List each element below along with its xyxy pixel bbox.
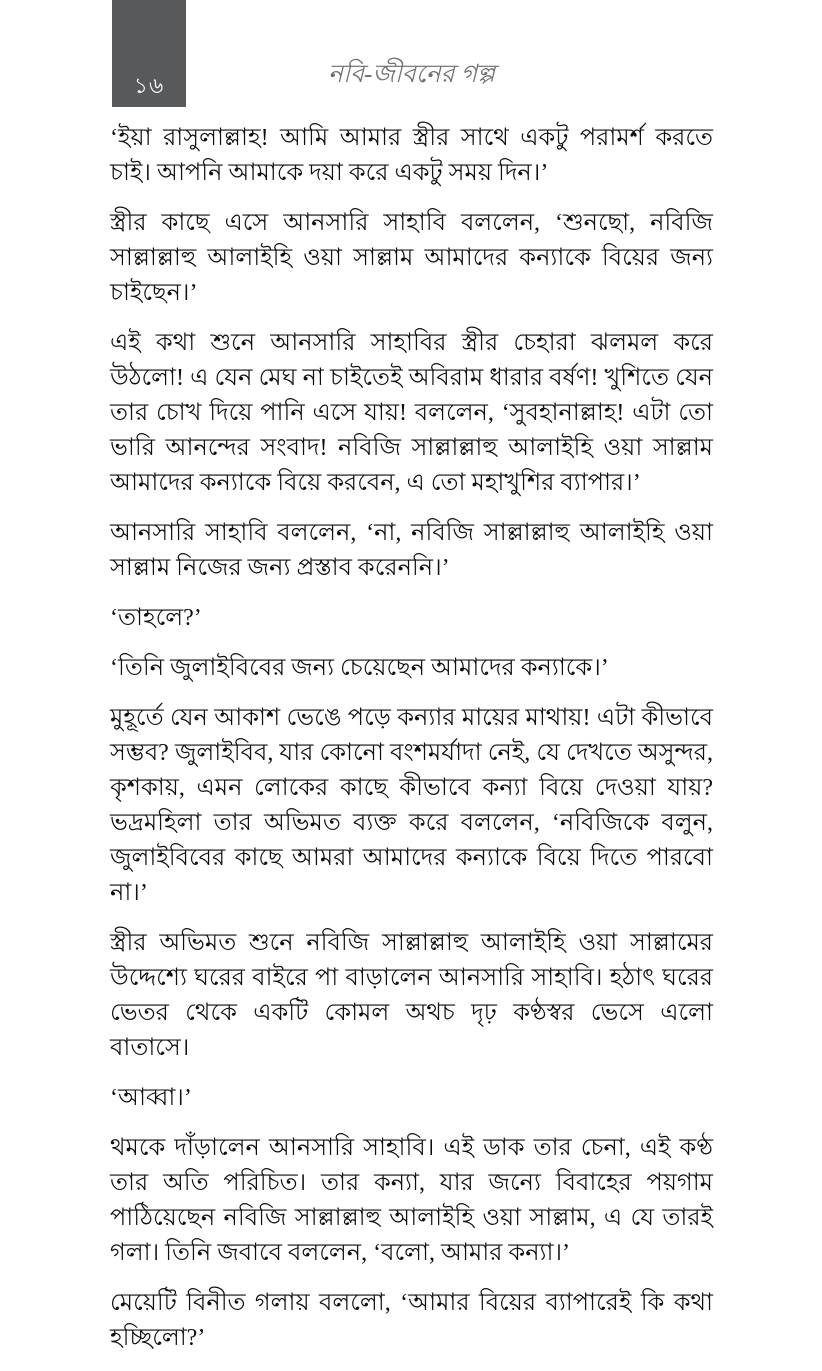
paragraph-narration: স্ত্রীর কাছে এসে আনসারি সাহাবি বললেন, ‘শুনছো, নবিজি সাল্লাল্লাহু আলাইহি ওয়া সাল্লাম আমাদের কন্যাকে বিয়ের জন্য চাইছেন।’	[110, 210, 713, 306]
paragraph-dialogue: ‘ইয়া রাসুলাল্লাহ! আমি আমার স্ত্রীর সাথে একটু পরামর্শ করতে চাই। আপনি আমাকে দয়া করে একটু সময় দিন।’	[110, 125, 713, 186]
running-header-title: নবি-জীবনের গল্প	[328, 61, 495, 88]
paragraph-dialogue: মেয়েটি বিনীত গলায় বললো, ‘আমার বিয়ের ব্যাপারেই কি কথা হচ্ছিলো?’	[110, 1290, 713, 1351]
paragraph-dialogue: ‘তিনি জুলাইবিবের জন্য চেয়েছেন আমাদের কন্যাকে।’	[110, 655, 609, 681]
paragraph-narration: স্ত্রীর অভিমত শুনে নবিজি সাল্লাল্লাহু আলাইহি ওয়া সাল্লামের উদ্দেশ্যে ঘরের বাইরে পা বাড়ালেন আনসারি সাহাবি। হঠাৎ ঘরের ভেতর থেকে একটি কোমল অথচ দৃঢ় কণ্ঠস্বর ভেসে এলো বাতাসে।	[110, 930, 713, 1061]
paragraph-narration: মুহূর্তে যেন আকাশ ভেঙে পড়ে কন্যার মায়ের মাথায়! এটা কীভাবে সম্ভব? জুলাইবিব, যার কোনো বংশমর্যাদা নেই, যে দেখতে অসুন্দর, কৃশকায়, এমন লোকের কাছে কীভাবে কন্যা বিয়ে দেওয়া যায়? ভদ্রমহিলা তার অভিমত ব্যক্ত করে বললেন, ‘নবিজিকে বলুন, জুলাইবিবের কাছে আমরা আমাদের কন্যাকে বিয়ে দিতে পারবো না।’	[110, 705, 713, 906]
page-number: ১৬	[133, 73, 165, 98]
paragraph-dialogue: ‘তাহলে?’	[110, 605, 202, 631]
page-body-text	[110, 121, 713, 1371]
paragraph-narration: থমকে দাঁড়ালেন আনসারি সাহাবি। এই ডাক তার চেনা, এই কণ্ঠ তার অতি পরিচিত। তার কন্যা, যার জন্যে বিবাহের পয়গাম পাঠিয়েছেন নবিজি সাল্লাল্লাহু আলাইহি ওয়া সাল্লাম, এ যে তারই গলা। তিনি জবাবে বললেন, ‘বলো, আমার কন্যা।’	[110, 1135, 713, 1266]
paragraph-dialogue: ‘আব্বা।’	[110, 1085, 192, 1111]
page-number-box	[112, 0, 186, 107]
paragraph-narration: এই কথা শুনে আনসারি সাহাবির স্ত্রীর চেহারা ঝলমল করে উঠলো! এ যেন মেঘ না চাইতেই অবিরাম ধারার বর্ষণ! খুশিতে যেন তার চোখ দিয়ে পানি এসে যায়! বললেন, ‘সুবহানাল্লাহ! এটা তো ভারি আনন্দের সংবাদ! নবিজি সাল্লাল্লাহু আলাইহি ওয়া সাল্লাম আমাদের কন্যাকে বিয়ে করবেন, এ তো মহাখুশির ব্যাপার।’	[110, 330, 713, 496]
paragraph-narration: আনসারি সাহাবি বললেন, ‘না, নবিজি সাল্লাল্লাহু আলাইহি ওয়া সাল্লাম নিজের জন্য প্রস্তাব করেননি।’	[110, 520, 713, 581]
